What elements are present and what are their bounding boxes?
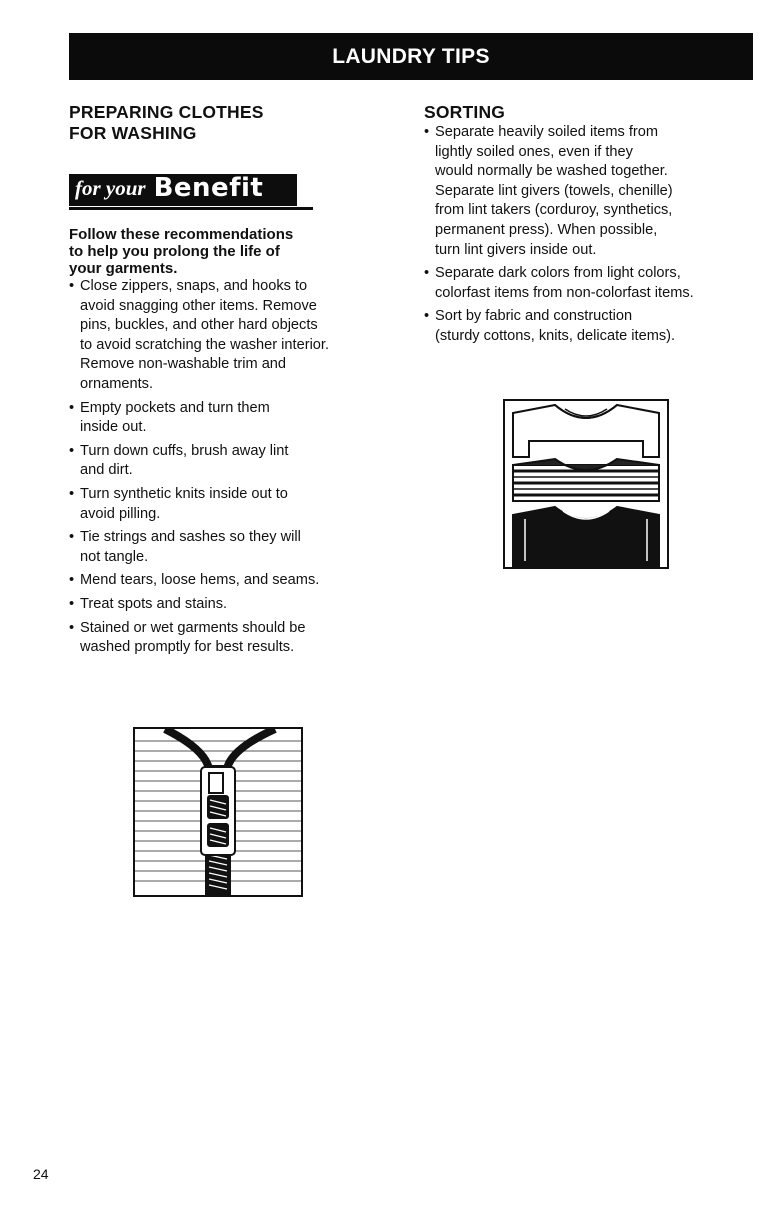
heading-line-2: FOR WASHING [69, 123, 197, 143]
list-item: • Separate heavily soiled items from lightly soiled ones, even if they would normally be washed together. Separate lint givers (towels, chenille) from lint takers (corduroy, synthetics, permanent press). When possible, turn lint givers inside out. [424, 123, 760, 260]
zipper-icon [135, 729, 301, 895]
list-item: • Empty pockets and turn them inside out. [69, 399, 391, 438]
badge-benefit-text: Benefit [153, 173, 264, 203]
badge-for-your-text: for your [75, 175, 146, 200]
list-item: • Turn synthetic knits inside out to avoid pilling. [69, 485, 391, 524]
list-item: • Close zippers, snaps, and hooks to avoid snagging other items. Remove pins, buckles, and other hard objects to avoid scratching the washer interior. Remove non-washable trim and ornaments. [69, 277, 391, 395]
list-item: • Treat spots and stains. [69, 595, 391, 615]
list-item: • Sort by fabric and construction (sturdy cottons, knits, delicate items). [424, 307, 760, 346]
intro-line-2: to help you prolong the life of [69, 243, 280, 260]
sorted-shirts-illustration [503, 399, 669, 569]
sorting-section [424, 102, 764, 351]
list-item: • Mend tears, loose hems, and seams. [69, 571, 391, 591]
sorting-heading: SORTING [424, 102, 506, 122]
preparing-clothes-section [69, 102, 389, 662]
list-item: • Turn down cuffs, brush away lint and dirt. [69, 442, 391, 481]
shirts-stack-icon [505, 401, 667, 567]
page-number: 24 [33, 1166, 49, 1182]
badge-underline [69, 207, 313, 210]
list-item: • Separate dark colors from light colors, colorfast items from non-colorfast items. [424, 264, 760, 303]
zipper-illustration [133, 727, 303, 897]
heading-line-1: PREPARING CLOTHES [69, 102, 264, 122]
list-item: • Tie strings and sashes so they will not tangle. [69, 528, 391, 567]
for-your-benefit-badge [69, 174, 297, 206]
intro-line-1: Follow these recommendations [69, 226, 294, 243]
page-title: LAUNDRY TIPS [332, 44, 490, 68]
preparing-bullet-list [69, 277, 391, 658]
intro-line-3: your garments. [69, 260, 178, 277]
preparing-clothes-heading [69, 102, 389, 144]
page-header-banner [69, 33, 753, 80]
sorting-bullet-list [424, 123, 760, 347]
benefit-intro-text [69, 226, 349, 277]
list-item: • Stained or wet garments should be washed promptly for best results. [69, 619, 391, 658]
